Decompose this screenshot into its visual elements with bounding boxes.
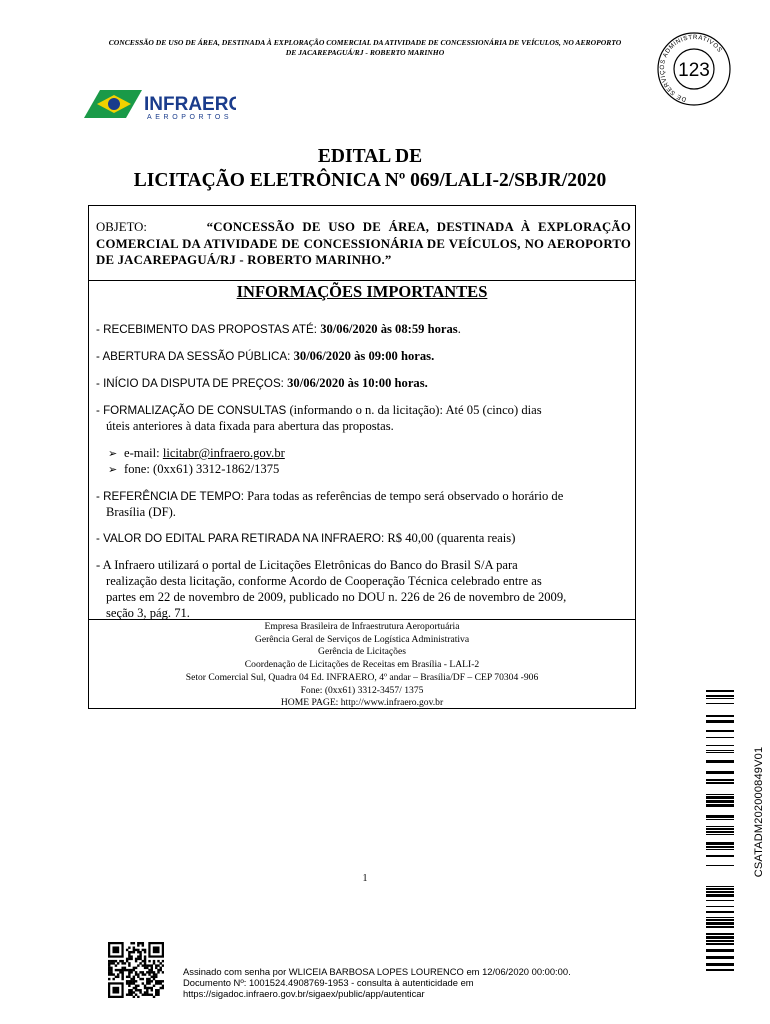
inicio-value: 30/06/2020 às 10:00 horas.	[287, 376, 428, 390]
header-line-2: DE JACAREPAGUÁ/RJ - ROBERTO MARINHO	[285, 48, 445, 57]
page-stamp	[655, 30, 733, 108]
valor-value: R$ 40,00 (quarenta reais)	[387, 531, 516, 545]
portal-line-2: realização desta licitação, conforme Acordo de Cooperação Técnica celebrado entre as	[106, 574, 542, 588]
formalizacao-text-2: úteis anteriores à data fixada para abertura das propostas.	[106, 419, 394, 433]
formalizacao-text-1: (informando o n. da licitação): Até 05 (cinco) dias	[289, 403, 542, 417]
signature-line-2: Documento Nº: 1001524.4908769-1953 - consulta à autenticidade em	[183, 976, 474, 988]
arrow-bullet-icon: ➢	[108, 448, 118, 460]
barcode	[706, 690, 734, 980]
objeto-divider	[88, 280, 636, 281]
referencia-text-1: Para todas as referências de tempo será observado o horário de	[247, 489, 564, 503]
email-link[interactable]: licitabr@infraero.gov.br	[162, 446, 285, 460]
inicio-line	[96, 375, 626, 392]
signature-block	[183, 967, 663, 999]
footer-address	[88, 621, 636, 710]
abertura-line	[96, 348, 626, 365]
fone-text: fone: (0xx61) 3312-1862/1375	[124, 462, 280, 476]
referencia-line	[96, 488, 626, 505]
footer-line: Fone: (0xx61) 3312-3457/ 1375	[300, 684, 424, 696]
objeto-text: “CONCESSÃO DE USO DE ÁREA, DESTINADA À EXPLORAÇÃO COMERCIAL DA ATIVIDADE DE CONCESSIONÁRIA DE VEÍCULOS, NO AEROPORTO DE JACAREPAGUÁ/RJ - ROBERTO MARINHO.”	[96, 220, 631, 267]
qr-code[interactable]	[108, 942, 164, 998]
signature-line-1: Assinado com senha por WLICEIA BARBOSA LOPES LOURENCO em 12/06/2020 00:00:00.	[183, 966, 571, 977]
fone-bullet	[108, 461, 408, 478]
valor-line	[96, 530, 626, 547]
objeto-section	[96, 219, 631, 269]
recebimento-label: - RECEBIMENTO DAS PROPOSTAS ATÉ:	[96, 323, 321, 336]
infraero-logo	[84, 90, 236, 120]
recebimento-suffix: .	[457, 322, 461, 336]
title-line-1: EDITAL DE	[317, 146, 423, 167]
portal-line-3: partes em 22 de novembro de 2009, publicado no DOU n. 226 de 26 de novembro de 2009,	[106, 590, 567, 604]
page-number: 1	[362, 873, 368, 884]
logo-subtitle: AEROPORTOS	[147, 114, 233, 120]
email-label: e-mail:	[124, 446, 163, 460]
stamp-ring-text: DE SERVIÇOS ADMINISTRATIVOS	[658, 33, 724, 103]
recebimento-line	[96, 321, 626, 338]
footer-line: HOME PAGE: http://www.infraero.gov.br	[280, 697, 444, 709]
objeto-label: OBJETO:	[96, 220, 147, 234]
footer-line: Empresa Brasileira de Infraestrutura Aeroportuária	[264, 621, 460, 632]
title-line-2: LICITAÇÃO ELETRÔNICA Nº 069/LALI-2/SBJR/2020	[133, 170, 607, 191]
abertura-label: - ABERTURA DA SESSÃO PÚBLICA:	[96, 350, 294, 363]
stamp-number: 123	[678, 60, 710, 81]
email-bullet	[108, 445, 408, 462]
inicio-label: - INÍCIO DA DISPUTA DE PREÇOS:	[96, 377, 288, 390]
valor-label: - VALOR DO EDITAL PARA RETIRADA NA INFRAERO:	[96, 532, 388, 545]
barcode-code: CSATADM202000849V01	[753, 746, 765, 878]
abertura-value: 30/06/2020 às 09:00 horas.	[293, 349, 435, 363]
formalizacao-line	[96, 402, 626, 419]
arrow-bullet-icon: ➢	[108, 464, 118, 476]
formalizacao-label: - FORMALIZAÇÃO DE CONSULTAS	[96, 404, 290, 417]
footer-line: Setor Comercial Sul, Quadra 04 Ed. INFRAERO, 4º andar – Brasília/DF – CEP 70304 -906	[185, 671, 539, 683]
document-title	[80, 145, 660, 193]
infraero-logo-graphic	[84, 90, 236, 120]
referencia-text-2: Brasília (DF).	[106, 505, 176, 519]
signature-url[interactable]: https://sigadoc.infraero.gov.br/sigaex/public/app/autenticar	[183, 987, 425, 999]
footer-line: Gerência Geral de Serviços de Logística Administrativa	[254, 633, 470, 645]
recebimento-value: 30/06/2020 às 08:59 horas	[320, 322, 458, 336]
footer-line: Coordenação de Licitações de Receitas em Brasília - LALI-2	[244, 659, 480, 671]
document-header	[70, 38, 660, 58]
header-line-1: CONCESSÃO DE USO DE ÁREA, DESTINADA À EXPLORAÇÃO COMERCIAL DA ATIVIDADE DE CONCESSIONÁRIA DE VEÍCULOS, NO AEROPORTO	[108, 38, 622, 47]
info-heading: INFORMAÇÕES IMPORTANTES	[236, 282, 488, 301]
footer-line: Gerência de Licitações	[318, 646, 406, 658]
portal-line-4: seção 3, pág. 71.	[106, 606, 190, 620]
portal-line-1: - A Infraero utilizará o portal de Licitações Eletrônicas do Banco do Brasil S/A para	[96, 558, 518, 572]
referencia-label: - REFERÊNCIA DE TEMPO:	[96, 490, 248, 503]
logo-wordmark: INFRAERO	[144, 94, 236, 115]
